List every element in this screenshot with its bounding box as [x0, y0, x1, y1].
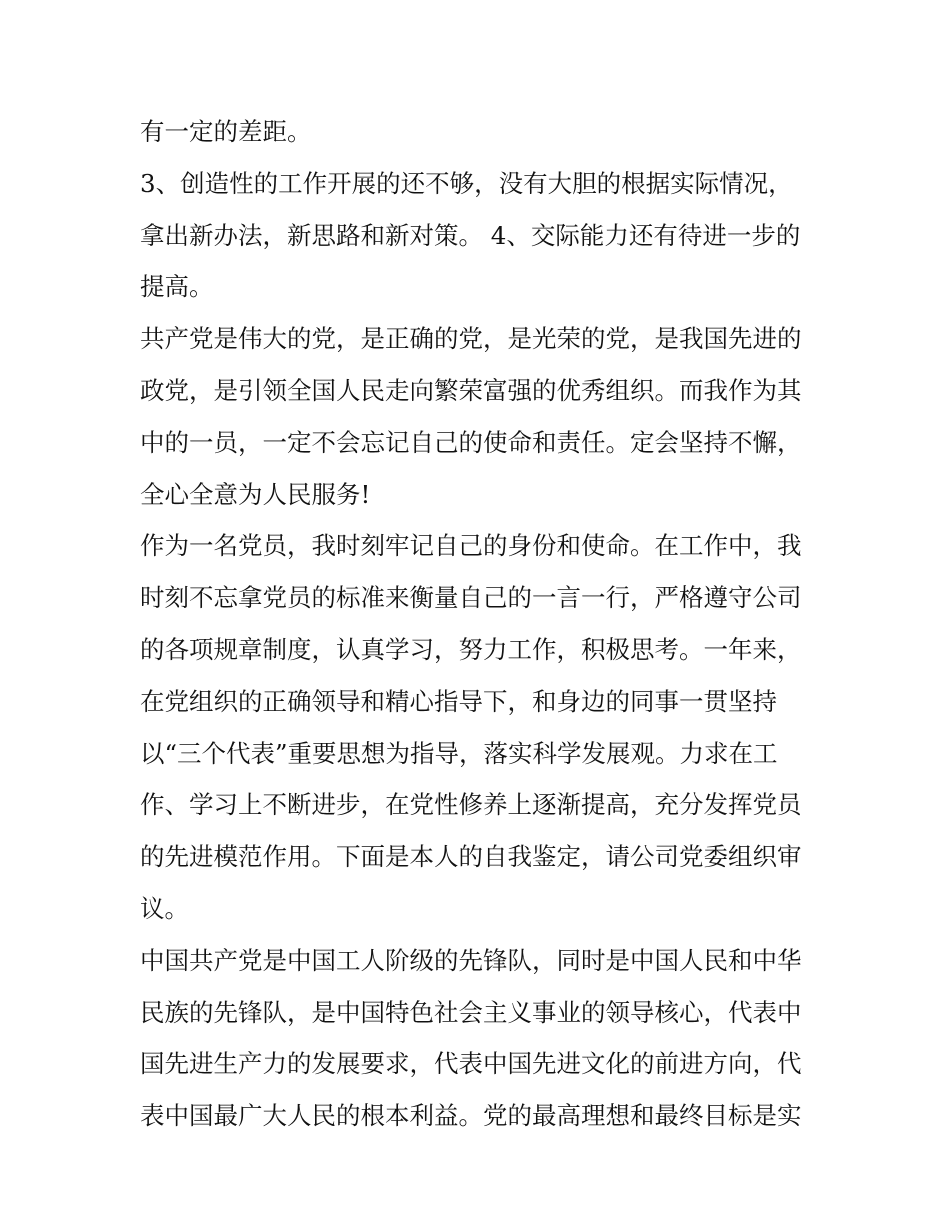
text-line: 政党，是引领全国人民走向繁荣富强的优秀组织。而我作为其 — [140, 375, 802, 405]
text-line: 3、创造性的工作开展的还不够，没有大胆的根据实际情况， — [140, 168, 793, 198]
text-line: 的各项规章制度，认真学习，努力工作，积极思考。一年来， — [140, 634, 802, 664]
text-line: 中国共产党是中国工人阶级的先锋队，同时是中国人民和中华 — [140, 945, 802, 975]
text-line: 的先进模范作用。下面是本人的自我鉴定，请公司党委组织审 — [140, 842, 802, 872]
text-line: 共产党是伟大的党，是正确的党，是光荣的党，是我国先进的 — [140, 324, 802, 354]
text-line: 议。 — [140, 893, 189, 923]
text-line: 有一定的差距。 — [140, 117, 312, 146]
text-line: 全心全意为人民服务! — [140, 479, 371, 509]
text-line: 作为一名党员，我时刻牢记自己的身份和使命。在工作中，我 — [140, 531, 802, 561]
text-line: 民族的先锋队，是中国特色社会主义事业的领导核心，代表中 — [140, 997, 802, 1027]
text-line: 以“三个代表”重要思想为指导，落实科学发展观。力求在工 — [140, 738, 778, 768]
document-body — [140, 106, 820, 1142]
text-line: 表中国最广大人民的根本利益。党的最高理想和最终目标是实 — [140, 1101, 802, 1131]
text-line: 提高。 — [140, 272, 214, 302]
text-line: 拿出新办法，新思路和新对策。 4、交际能力还有待进一步的 — [140, 220, 801, 250]
text-line: 国先进生产力的发展要求，代表中国先进文化的前进方向，代 — [140, 1049, 802, 1079]
text-line: 中的一员，一定不会忘记自己的使命和责任。定会坚持不懈， — [140, 427, 802, 457]
text-line: 在党组织的正确领导和精心指导下，和身边的同事一贯坚持 — [140, 686, 777, 716]
text-line: 作、学习上不断进步，在党性修养上逐渐提高，充分发挥党员 — [140, 790, 802, 820]
text-line: 时刻不忘拿党员的标准来衡量自己的一言一行，严格遵守公司 — [140, 583, 802, 613]
